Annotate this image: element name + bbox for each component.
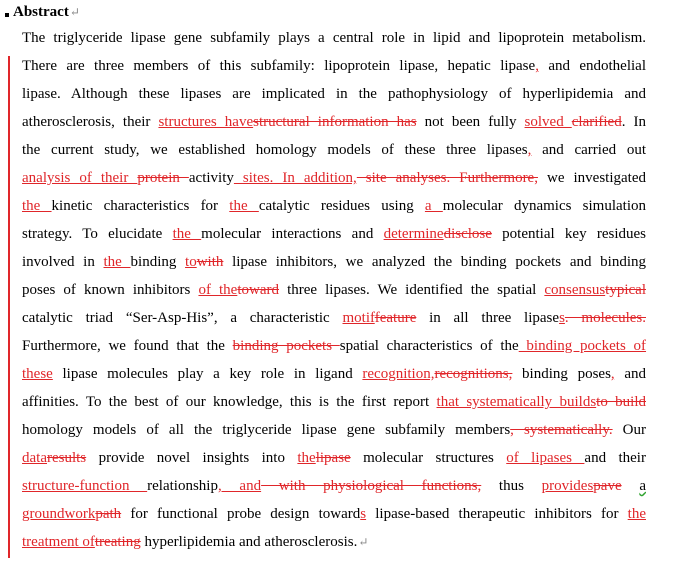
inserted-text: motif bbox=[342, 310, 375, 326]
text-line bbox=[22, 421, 646, 439]
inserted-text: , and bbox=[217, 478, 262, 494]
heading-title: Abstract bbox=[13, 4, 69, 20]
inserted-text: a bbox=[424, 198, 443, 214]
text-run: and endothelial bbox=[538, 58, 646, 74]
inserted-text: groundwork bbox=[22, 506, 96, 522]
text-run: hyperlipidemia and atherosclerosis. bbox=[140, 534, 358, 550]
deleted-text: lipase bbox=[315, 450, 351, 466]
deleted-text: toward bbox=[237, 282, 279, 298]
paragraph-mark-icon: ↵ bbox=[69, 5, 80, 19]
inserted-text: , bbox=[527, 142, 532, 158]
deleted-text: recognitions, bbox=[434, 366, 513, 382]
text-run: thus bbox=[481, 478, 542, 494]
text-run: in all three lipase bbox=[416, 310, 560, 326]
deleted-text: results bbox=[46, 450, 87, 466]
deleted-text: binding pockets bbox=[232, 338, 340, 354]
text-run: not been fully bbox=[416, 114, 525, 130]
text-line bbox=[22, 533, 646, 551]
text-line bbox=[22, 85, 646, 103]
text-run: and their bbox=[584, 450, 646, 466]
deleted-text: with physiological functions, bbox=[261, 478, 482, 494]
text-line bbox=[22, 57, 646, 75]
deleted-text: to build bbox=[596, 394, 646, 410]
text-run: we investigated bbox=[537, 170, 646, 186]
text-run: three lipases. We identified the spatial bbox=[279, 282, 545, 298]
inserted-text: these bbox=[22, 366, 53, 382]
text-run: the current study, we established homology models of these three lipases bbox=[22, 142, 528, 158]
text-run: for functional probe design toward bbox=[121, 506, 361, 522]
text-run: potential key residues bbox=[491, 226, 647, 242]
text-run: lipase molecules play a key role in ligand bbox=[52, 366, 363, 382]
inserted-text: that systematically builds bbox=[436, 394, 597, 410]
spelling-flagged-text: a bbox=[639, 478, 646, 494]
text-run: . In bbox=[621, 114, 646, 130]
text-run: molecular dynamics simulation bbox=[442, 198, 647, 214]
text-run: lipase. Although these lipases are implicated in the pathophysiology of hyperlipidemia and bbox=[22, 86, 646, 102]
text-line bbox=[22, 505, 646, 523]
deleted-text: pave bbox=[593, 478, 622, 494]
inserted-text: analysis of their bbox=[22, 170, 138, 186]
text-line bbox=[22, 449, 646, 467]
deleted-text: structural information has bbox=[253, 114, 417, 130]
text-run: affinities. To the best of our knowledge, this is the first report bbox=[22, 394, 437, 410]
text-run: strategy. To elucidate bbox=[22, 226, 173, 242]
text-run: homology models of all the triglyceride lipase gene subfamily members bbox=[22, 422, 511, 438]
inserted-text: data bbox=[22, 450, 47, 466]
text-run: kinetic characteristics for bbox=[51, 198, 230, 214]
text-run: catalytic triad “Ser-Asp-His”, a characteristic bbox=[22, 310, 343, 326]
inserted-text: to bbox=[185, 254, 197, 270]
text-line bbox=[22, 281, 646, 299]
paragraph-mark-icon: ↵ bbox=[358, 535, 369, 549]
text-line bbox=[22, 29, 646, 47]
text-line bbox=[22, 365, 646, 383]
text-run: The triglyceride lipase gene subfamily plays a central role in lipid and lipoprotein metabolism. bbox=[22, 30, 646, 46]
text-run: catalytic residues using bbox=[258, 198, 425, 214]
text-run: molecular structures bbox=[350, 450, 507, 466]
text-run: There are three members of this subfamily: lipoprotein lipase, hepatic lipase bbox=[22, 58, 536, 74]
inserted-text: treatment of bbox=[22, 534, 95, 550]
inserted-text: the bbox=[22, 198, 52, 214]
text-run bbox=[622, 478, 640, 494]
inserted-text: the bbox=[229, 198, 259, 214]
text-run: and bbox=[614, 366, 646, 382]
deleted-text: , systematically. bbox=[510, 422, 613, 438]
text-line bbox=[22, 169, 646, 187]
inserted-text: the bbox=[627, 506, 646, 522]
abstract-heading bbox=[5, 3, 80, 21]
text-run: lipase-based therapeutic inhibitors for bbox=[366, 506, 628, 522]
deleted-text: with bbox=[196, 254, 224, 270]
text-line bbox=[22, 477, 646, 495]
text-line bbox=[22, 253, 646, 271]
inserted-text: solved bbox=[524, 114, 572, 130]
text-run: involved in bbox=[22, 254, 104, 270]
inserted-text: recognition, bbox=[362, 366, 435, 382]
inserted-text: binding pockets of bbox=[518, 338, 647, 354]
deleted-text: disclose bbox=[443, 226, 492, 242]
deleted-text: feature bbox=[374, 310, 417, 326]
text-run: atherosclerosis, their bbox=[22, 114, 159, 130]
deleted-text: typical bbox=[605, 282, 646, 298]
text-run: binding poses bbox=[512, 366, 611, 382]
inserted-text: the bbox=[297, 450, 316, 466]
inserted-text: , bbox=[610, 366, 615, 382]
inserted-text: s bbox=[559, 310, 565, 326]
text-line bbox=[22, 337, 646, 355]
text-run: and carried out bbox=[531, 142, 646, 158]
inserted-text: sites. In addition, bbox=[233, 170, 357, 186]
list-bullet-icon bbox=[5, 13, 9, 17]
inserted-text: of lipases bbox=[506, 450, 585, 466]
inserted-text: provides bbox=[541, 478, 594, 494]
text-run: poses of known inhibitors bbox=[22, 282, 199, 298]
text-run: relationship bbox=[147, 478, 218, 494]
text-line bbox=[22, 309, 646, 327]
text-run: Furthermore, we found that the bbox=[22, 338, 233, 354]
text-line bbox=[22, 141, 646, 159]
text-run: lipase inhibitors, we analyzed the binding pockets and binding bbox=[223, 254, 646, 270]
text-run: activity bbox=[188, 170, 234, 186]
change-bar bbox=[8, 56, 10, 558]
text-line bbox=[22, 197, 646, 215]
inserted-text: , bbox=[535, 58, 539, 74]
text-run: provide novel insights into bbox=[86, 450, 298, 466]
deleted-text: clarified bbox=[571, 114, 622, 130]
inserted-text: of the bbox=[198, 282, 238, 298]
text-line bbox=[22, 113, 646, 131]
inserted-text: the bbox=[172, 226, 202, 242]
deleted-text: . molecules. bbox=[564, 310, 646, 326]
text-run: spatial characteristics of the bbox=[339, 338, 519, 354]
deleted-text: site analyses. Furthermore, bbox=[356, 170, 538, 186]
text-run: binding bbox=[130, 254, 186, 270]
inserted-text: structures have bbox=[158, 114, 254, 130]
inserted-text: determine bbox=[383, 226, 444, 242]
text-line bbox=[22, 393, 646, 411]
text-line bbox=[22, 225, 646, 243]
deleted-text: treating bbox=[94, 534, 141, 550]
text-run: molecular interactions and bbox=[201, 226, 384, 242]
text-run: Our bbox=[612, 422, 647, 438]
deleted-text: path bbox=[95, 506, 122, 522]
deleted-text: protein bbox=[137, 170, 189, 186]
inserted-text: consensus bbox=[544, 282, 606, 298]
inserted-text: the bbox=[103, 254, 131, 270]
inserted-text: structure-function bbox=[22, 478, 148, 494]
inserted-text: s bbox=[360, 506, 367, 522]
